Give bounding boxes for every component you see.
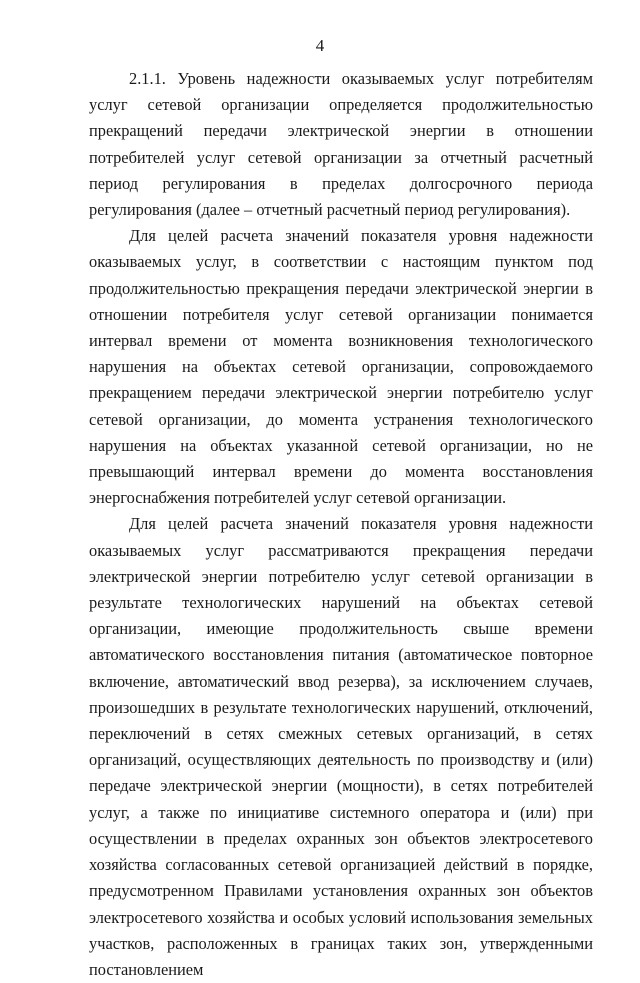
- document-body: [89, 66, 593, 983]
- paragraph-interruption-duration: Для целей расчета значений показателя уровня надежности оказываемых услуг, в соответствии с настоящим пунктом под продолжительностью прекращения передачи электрической энергии в отношении потребителя услуг сетевой организации понимается интервал времени от момента возникновения технологического нарушения на объектах сетевой организации, сопровождаемого прекращением передачи электрической энергии потребителю услуг сетевой организации, до момента устранения технологического нарушения на объектах указанной сетевой организации, но не превышающий интервал времени до момента восстановления энергоснабжения потребителей услуг сетевой организации.: [89, 226, 593, 508]
- paragraph-considered-interruptions: Для целей расчета значений показателя уровня надежности оказываемых услуг рассматриваются прекращения передачи электрической энергии потребителю услуг сетевой организации в результате технологических нарушений на объектах сетевой организации, имеющие продолжительность свыше времени автоматического восстановления питания (автоматическое повторное включение, автоматический ввод резерва), за исключением случаев, произошедших в результате технологических нарушений, отключений, переключений в сетях смежных сетевых организаций, в сетях организаций, осуществляющих деятельность по производству и (или) передаче электрической энергии (мощности), в сетях потребителей услуг, а также по инициативе системного оператора и (или) при осуществлении в пределах охранных зон объектов электросетевого хозяйства согласованных сетевой организацией действий в порядке, предусмотренном Правилами установления охранных зон объектов электросетевого хозяйства и особых условий использования земельных участков, расположенных в границах таких зон, утвержденными постановлением: [89, 514, 593, 979]
- page-number: 4: [315, 36, 325, 55]
- paragraph-2-1-1: 2.1.1. Уровень надежности оказываемых услуг потребителям услуг сетевой организации определяется продолжительностью прекращений передачи электрической энергии в отношении потребителей услуг сетевой организации за отчетный расчетный период регулирования в пределах долгосрочного периода регулирования (далее – отчетный расчетный период регулирования).: [89, 69, 593, 220]
